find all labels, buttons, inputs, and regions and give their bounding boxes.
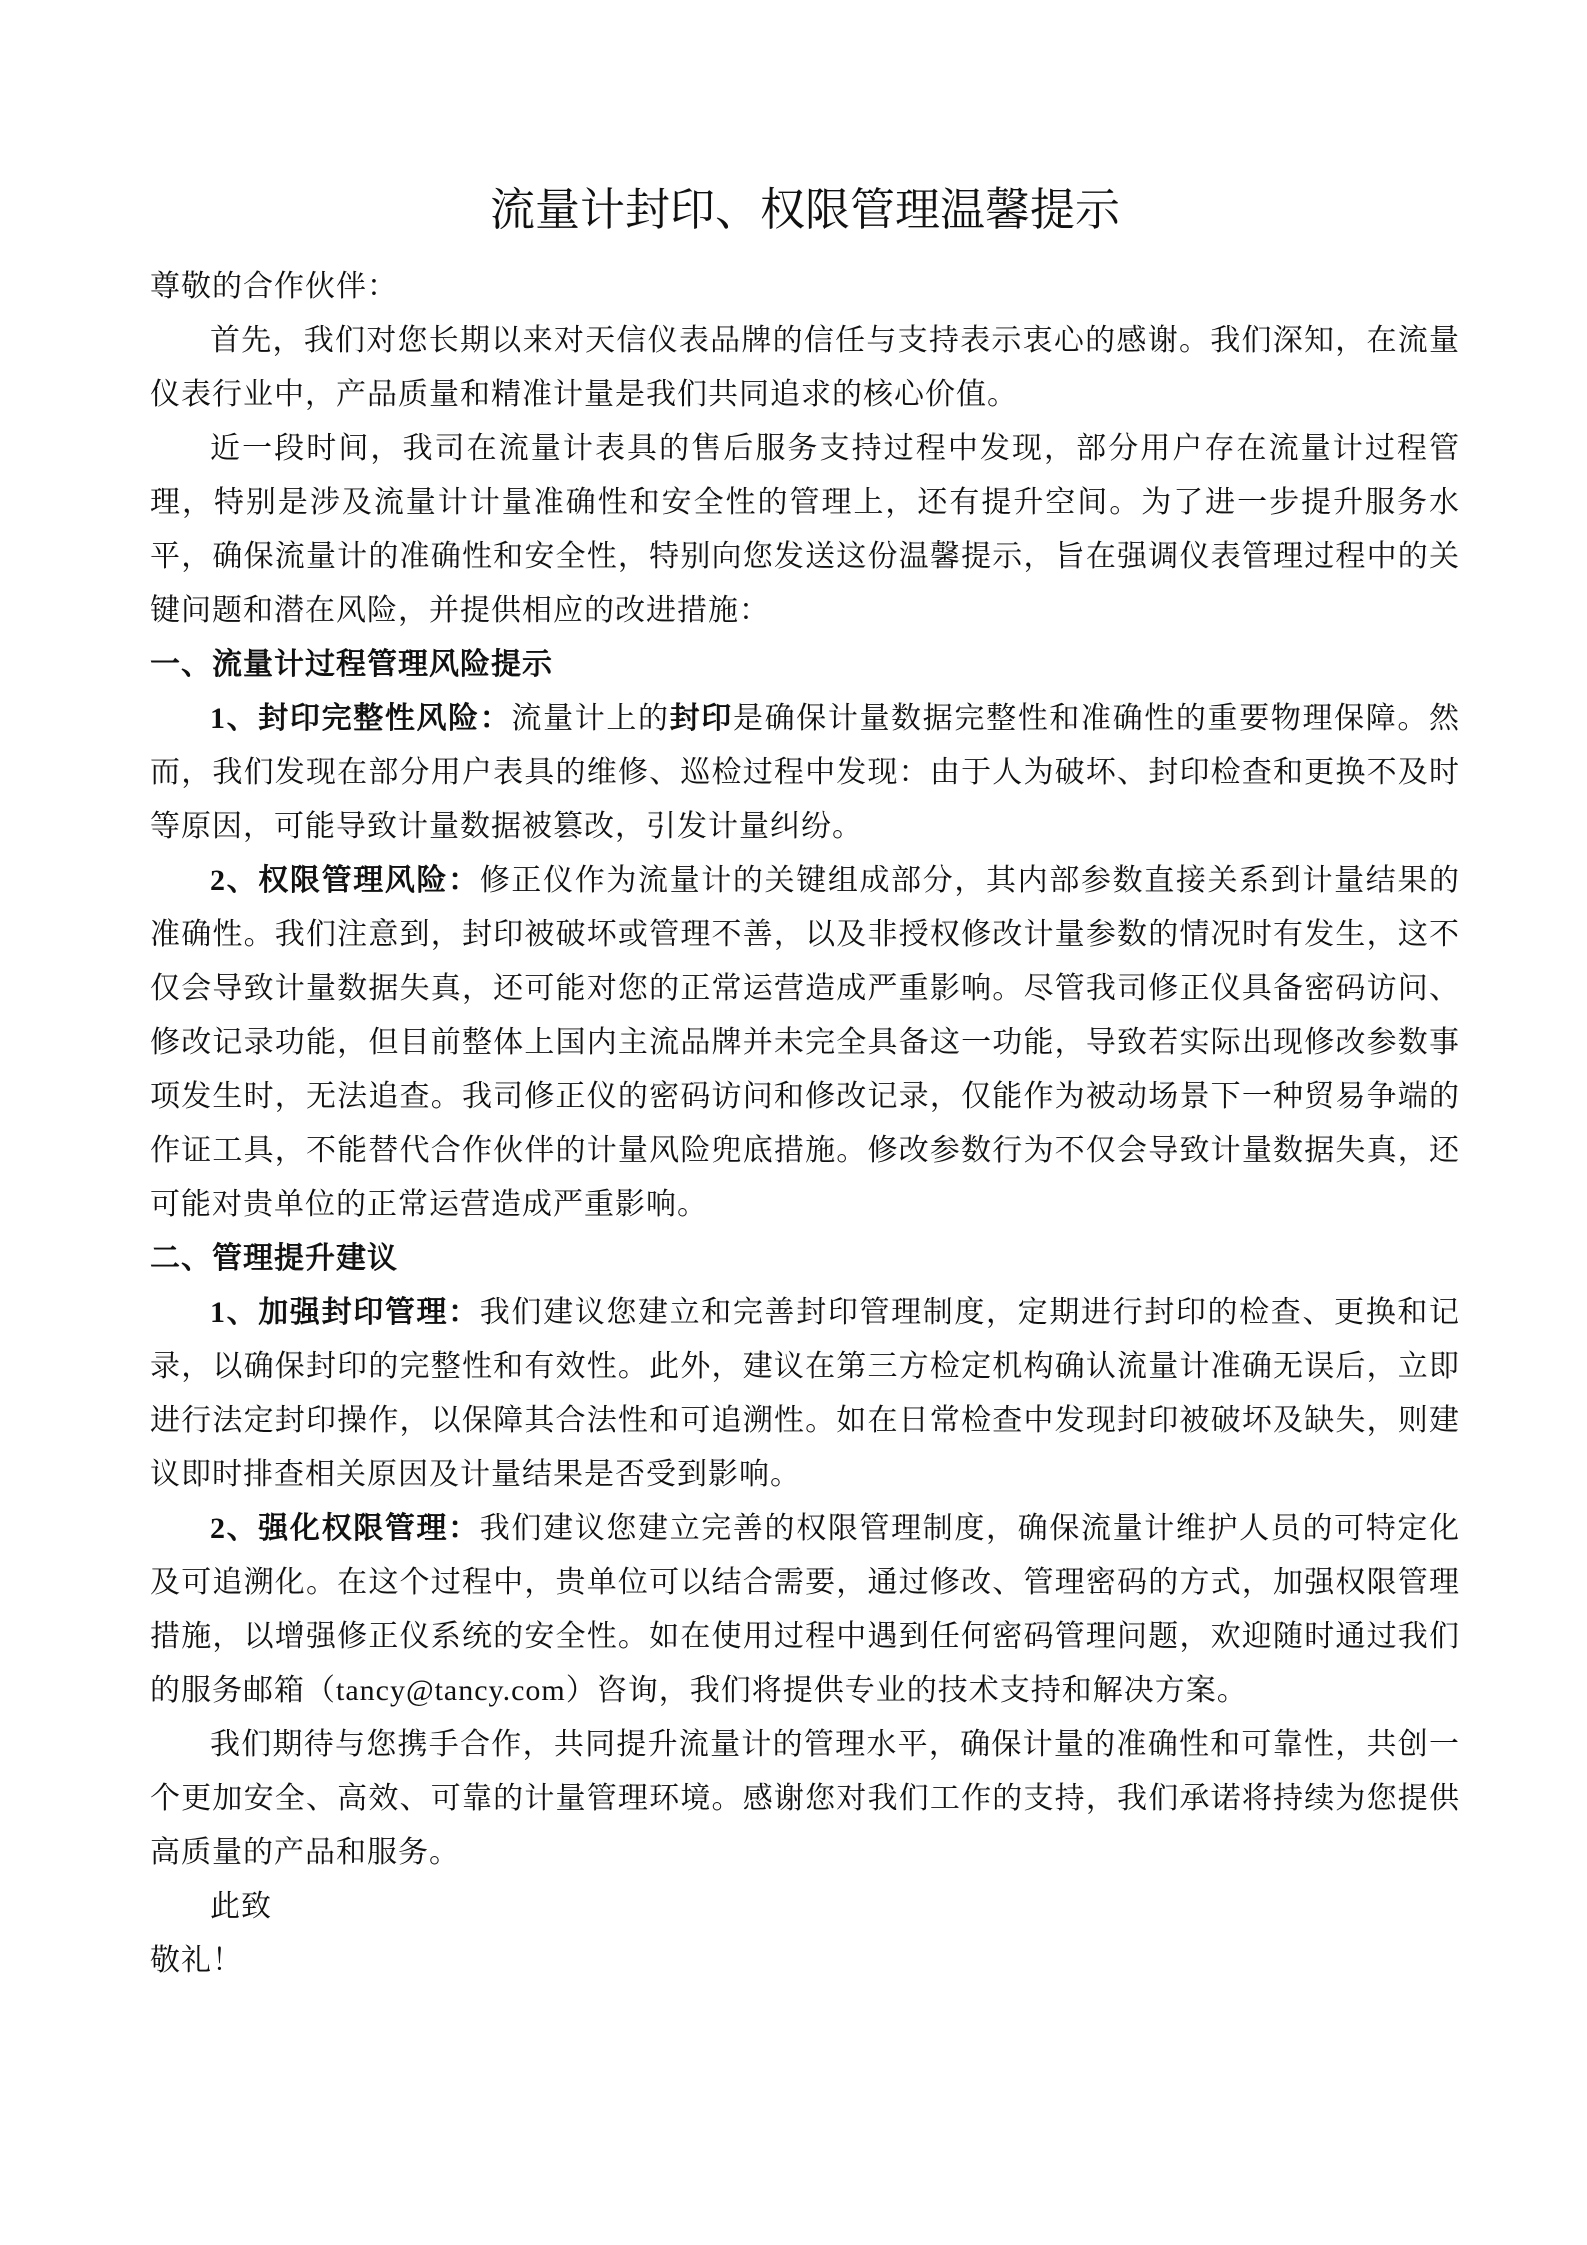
risk-item-1-text-post: 是确保计量数据完整性和准确性的重要物理保障。然而，我们发现在部分用户表具的维修、巡检过程中发现：由于人为破坏、封印检查和更换不及时等原因，可能导致计量数据被篡改，引发计量纠纷。 xyxy=(150,702,1461,843)
sign-off-respectfully: 此致 xyxy=(210,1890,272,1923)
risk-item-seal-integrity xyxy=(150,692,1460,854)
sign-off-salute: 敬礼！ xyxy=(150,1944,243,1977)
suggestion-item-1-label: 1、加强封印管理： xyxy=(210,1296,480,1329)
suggestion-item-strengthen-permission xyxy=(150,1502,1460,1718)
risk-item-1-label: 1、封印完整性风险： xyxy=(210,702,512,735)
risk-item-permission-management xyxy=(150,854,1460,1232)
section-2-heading: 二、管理提升建议 xyxy=(150,1242,398,1275)
salutation: 尊敬的合作伙伴： xyxy=(150,270,398,303)
section-1-heading: 一、流量计过程管理风险提示 xyxy=(150,648,553,681)
risk-item-1-text-pre: 流量计上的 xyxy=(511,702,670,735)
intro-paragraph-1: 首先，我们对您长期以来对天信仪表品牌的信任与支持表示衷心的感谢。我们深知，在流量仪表行业中，产品质量和精准计量是我们共同追求的核心价值。 xyxy=(150,324,1460,411)
suggestion-item-2-label: 2、强化权限管理： xyxy=(210,1512,480,1545)
suggestion-item-strengthen-seal xyxy=(150,1286,1460,1502)
risk-item-2-label: 2、权限管理风险： xyxy=(210,864,480,897)
intro-paragraph-2: 近一段时间，我司在流量计表具的售后服务支持过程中发现，部分用户存在流量计过程管理，特别是涉及流量计计量准确性和安全性的管理上，还有提升空间。为了进一步提升服务水平，确保流量计的准确性和安全性，特别向您发送这份温馨提示，旨在强调仪表管理过程中的关键问题和潜在风险，并提供相应的改进措施： xyxy=(150,432,1460,627)
suggestion-item-1-text: 我们建议您建立和完善封印管理制度，定期进行封印的检查、更换和记录，以确保封印的完整性和有效性。此外，建议在第三方检定机构确认流量计准确无误后，立即进行法定封印操作，以保障其合法性和可追溯性。如在日常检查中发现封印被破坏及缺失，则建议即时排查相关原因及计量结果是否受到影响。 xyxy=(150,1296,1461,1491)
risk-item-2-text: 修正仪作为流量计的关键组成部分，其内部参数直接关系到计量结果的准确性。我们注意到，封印被破坏或管理不善，以及非授权修改计量参数的情况时有发生，这不仅会导致计量数据失真，还可能对您的正常运营造成严重影响。尽管我司修正仪具备密码访问、修改记录功能，但目前整体上国内主流品牌并未完全具备这一功能，导致若实际出现修改参数事项发生时，无法追查。我司修正仪的密码访问和修改记录，仅能作为被动场景下一种贸易争端的作证工具，不能替代合作伙伴的计量风险兜底措施。修改参数行为不仅会导致计量数据失真，还可能对贵单位的正常运营造成严重影响。 xyxy=(150,864,1461,1221)
closing-paragraph: 我们期待与您携手合作，共同提升流量计的管理水平，确保计量的准确性和可靠性，共创一个更加安全、高效、可靠的计量管理环境。感谢您对我们工作的支持，我们承诺将持续为您提供高质量的产品和服务。 xyxy=(150,1728,1460,1869)
risk-item-1-bold-term: 封印 xyxy=(669,702,733,735)
suggestion-item-2-text: 我们建议您建立完善的权限管理制度，确保流量计维护人员的可特定化及可追溯化。在这个过程中，贵单位可以结合需要，通过修改、管理密码的方式，加强权限管理措施，以增强修正仪系统的安全性。如在使用过程中遇到任何密码管理问题，欢迎随时通过我们的服务邮箱（tancy@tancy.com）咨询，我们将提供专业的技术支持和解决方案。 xyxy=(150,1512,1461,1707)
document-title: 流量计封印、权限管理温馨提示 xyxy=(489,184,1120,235)
